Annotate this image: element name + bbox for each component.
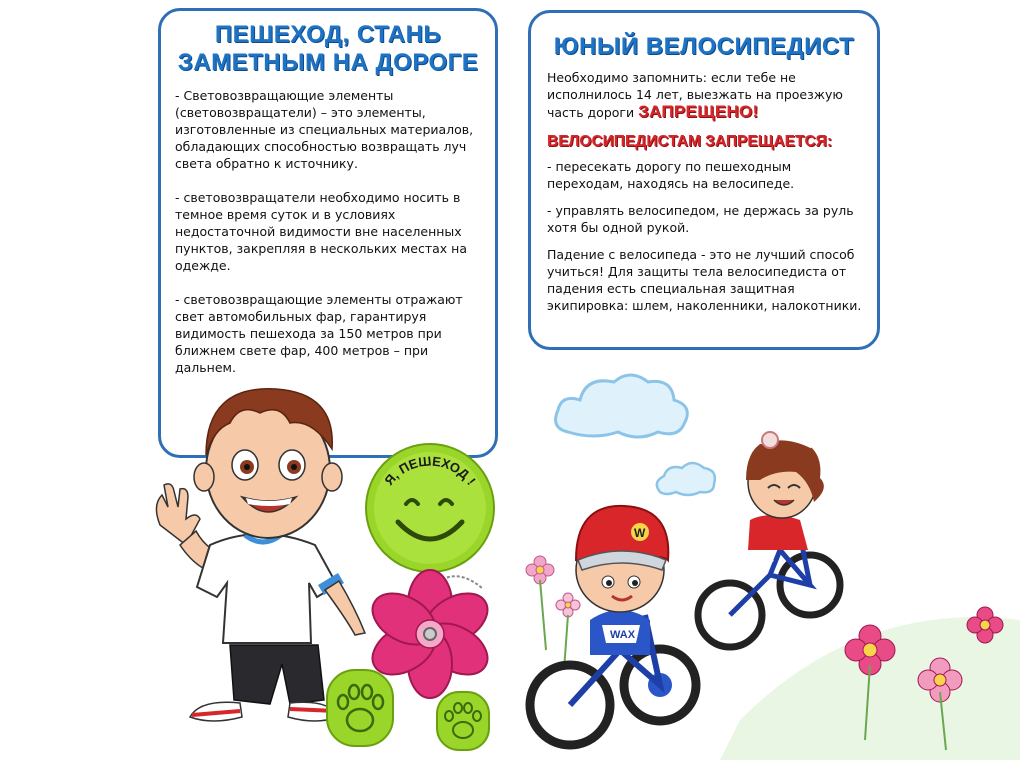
badge-text: Я, ПЕШЕХОД ! bbox=[381, 453, 479, 488]
cyclists-illustration bbox=[520, 420, 1020, 760]
helmet-letter: W bbox=[634, 526, 646, 540]
forbidden-emphasis: ЗАПРЕЩЕНО! bbox=[638, 102, 759, 121]
cyclist-text bbox=[547, 69, 865, 314]
pedestrian-text bbox=[175, 87, 485, 393]
paw-reflector bbox=[325, 668, 395, 748]
cyclist-rule: - пересекать дорогу по пешеходным переходам, находясь на велосипеде. bbox=[547, 159, 795, 191]
pedestrian-title: ПЕШЕХОД, СТАНЬ ЗАМЕТНЫМ НА ДОРОГЕ bbox=[177, 21, 479, 76]
cyclist-subheading: ВЕЛОСИПЕДИСТАМ ЗАПРЕЩАЕТСЯ: bbox=[547, 133, 832, 150]
pedestrian-paragraph: - Световозвращающие элементы (световозвращатели) – это элементы, изготовленные из специальных материалов, обладающих способностью возвращать луч света обратно к источнику. bbox=[175, 88, 474, 171]
cyclist-intro-text: Необходимо запомнить: если тебе не исполнилось 14 лет, выезжать на проезжую часть дороги bbox=[547, 70, 843, 120]
bike-frame-text: TDS bbox=[758, 555, 774, 564]
cyclist-title: ЮНЫЙ ВЕЛОСИПЕДИСТ bbox=[553, 33, 855, 60]
paw-reflector bbox=[435, 690, 491, 752]
info-panel-cyclist bbox=[528, 10, 880, 350]
jersey-text: WAX bbox=[610, 629, 636, 641]
boy-cyclist bbox=[576, 506, 668, 655]
girl-bicycle bbox=[698, 535, 840, 647]
smiley-reflector-badge bbox=[362, 440, 498, 576]
pedestrian-paragraph: - световозвращатели необходимо носить в темное время суток и в условиях недостаточной видимости вне населенных пунктов, закрепляя в нескольких местах на одежде. bbox=[175, 190, 468, 273]
girl-cyclist bbox=[746, 432, 824, 550]
cyclist-intro bbox=[547, 69, 865, 121]
cyclist-rule: - управлять велосипедом, не держась за руль хотя бы одной рукой. bbox=[547, 203, 854, 235]
pedestrian-paragraph: - световозвращающие элементы отражают свет автомобильных фар, гарантируя видимость пешехода за 150 метров при ближнем свете фар, 400 метров – при дальнем. bbox=[175, 292, 463, 375]
cyclist-note: Падение с велосипеда - это не лучший способ учиться! Для защиты тела велосипедиста от падения есть специальная защитная экипировка: шлем, наколенники, налокотники. bbox=[547, 247, 862, 313]
